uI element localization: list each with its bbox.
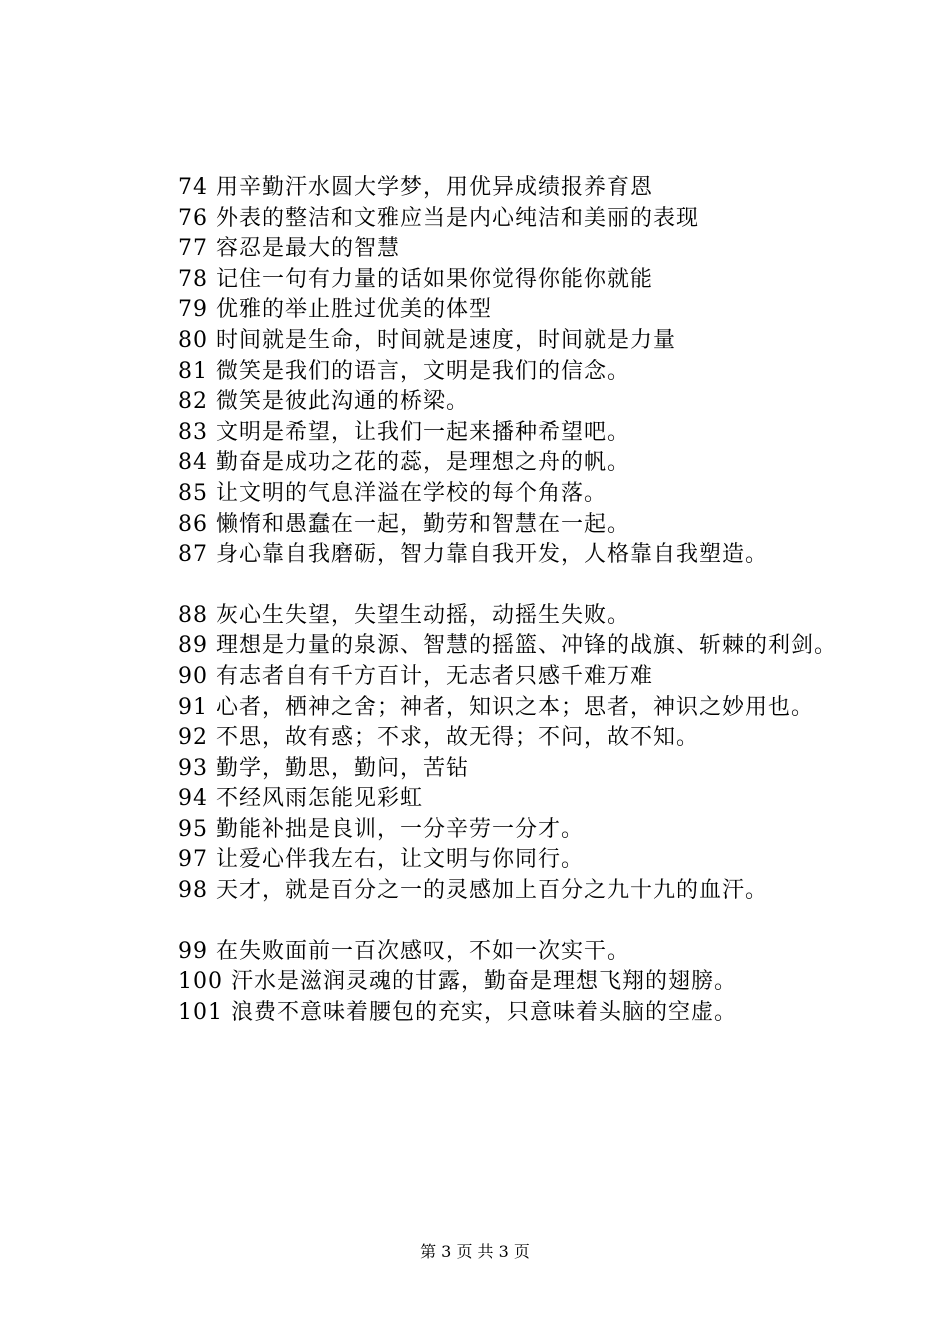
- text-line: 91 心者，栖神之舍；神者，知识之本；思者，神识之妙用也。: [178, 694, 814, 720]
- text-line: 78 记住一句有力量的话如果你觉得你能你就能: [178, 266, 653, 292]
- text-line: 92 不思，故有惑；不求，故无得；不问，故不知。: [178, 725, 699, 751]
- text-line: 95 勤能补拙是良训，一分辛劳一分才。: [178, 816, 584, 842]
- text-line: 97 让爱心伴我左右，让文明与你同行。: [178, 847, 584, 873]
- text-line: 90 有志者自有千方百计，无志者只感千难万难: [178, 663, 653, 689]
- text-line: 98 天才，就是百分之一的灵感加上百分之九十九的血汗。: [178, 878, 768, 904]
- text-line: 76 外表的整洁和文雅应当是内心纯洁和美丽的表现: [178, 205, 699, 231]
- text-line: 88 灰心生失望，失望生动摇，动摇生失败。: [178, 602, 630, 628]
- text-line: 100 汗水是滋润灵魂的甘露，勤奋是理想飞翔的翅膀。: [178, 969, 737, 995]
- paragraph-gap: [130, 907, 840, 937]
- text-line: 81 微笑是我们的语言，文明是我们的信念。: [178, 358, 630, 384]
- text-line: 84 勤奋是成功之花的蕊，是理想之舟的帆。: [178, 450, 630, 476]
- text-line: 89 理想是力量的泉源、智慧的摇篮、冲锋的战旗、斩棘的利剑。: [178, 633, 837, 659]
- text-line: 74 用辛勤汗水圆大学梦，用优异成绩报养育恩: [178, 175, 653, 200]
- document-body: [130, 173, 840, 1028]
- text-line: 87 身心靠自我磨砺，智力靠自我开发，人格靠自我塑造。: [178, 542, 768, 568]
- text-line: 94 不经风雨怎能见彩虹: [178, 786, 423, 812]
- text-line: 101 浪费不意味着腰包的充实，只意味着头脑的空虚。: [178, 999, 737, 1025]
- page-footer: 第 3 页 共 3 页: [420, 1242, 530, 1261]
- text-line: 79 优雅的举止胜过优美的体型: [178, 297, 492, 323]
- paragraph-gap: [130, 571, 840, 601]
- text-line: 80 时间就是生命，时间就是速度，时间就是力量: [178, 327, 676, 353]
- text-line: 99 在失败面前一百次感叹，不如一次实干。: [178, 938, 630, 964]
- text-line: 93 勤学，勤思，勤问，苦钻: [178, 755, 469, 781]
- text-line: 83 文明是希望，让我们一起来播种希望吧。: [178, 419, 630, 445]
- text-line: 86 懒惰和愚蠢在一起，勤劳和智慧在一起。: [178, 511, 630, 537]
- text-line: 82 微笑是彼此沟通的桥梁。: [178, 389, 469, 415]
- text-line: 77 容忍是最大的智慧: [178, 236, 400, 262]
- text-line: 85 让文明的气息洋溢在学校的每个角落。: [178, 480, 607, 506]
